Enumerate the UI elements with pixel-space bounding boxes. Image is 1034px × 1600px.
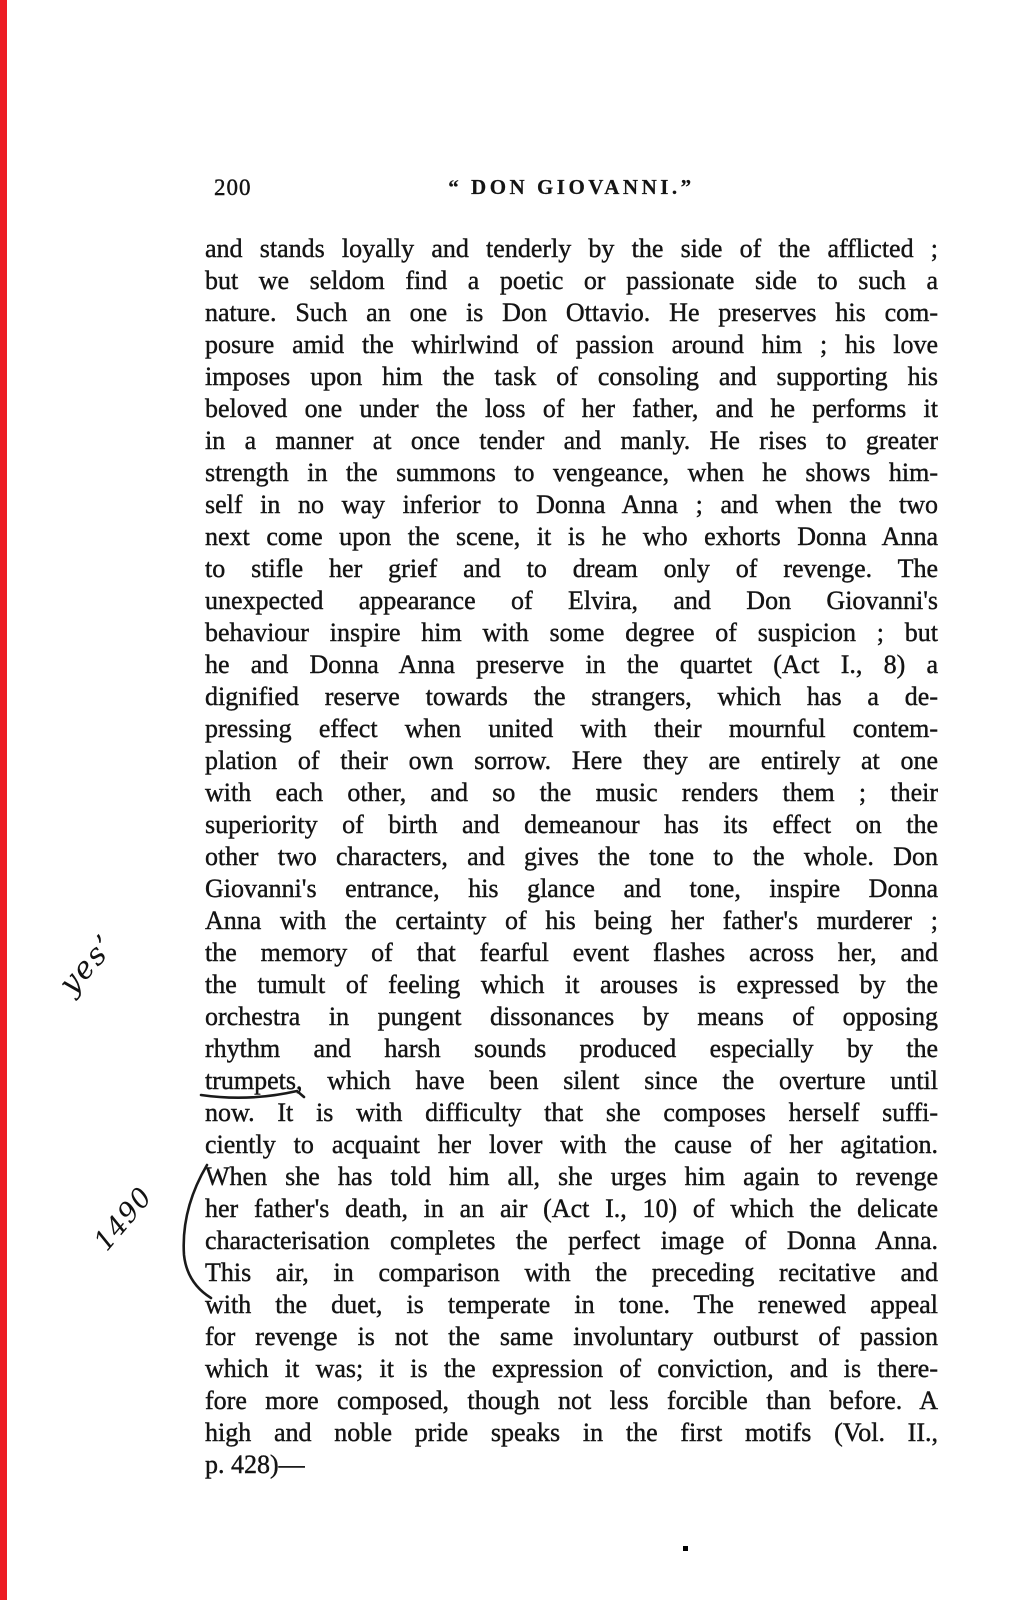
text-line: orchestra in pungent dissonances by means of opposing [205,1002,938,1031]
marginalia-scribble-word: yes’ [52,927,124,1002]
text-line: posure amid the whirlwind of passion around him ; his love [205,330,938,359]
text-line: unexpected appearance of Elvira, and Don Giovanni's [205,586,938,615]
text-line: This air, in comparison with the preceding recitative and [205,1258,938,1287]
text-line: When she has told him all, she urges him again to revenge [205,1162,938,1191]
body-text [205,233,938,1481]
text-line: next come upon the scene, it is he who exhorts Donna Anna [205,522,938,551]
marginalia-bracket-mark [179,1163,215,1303]
text-line: beloved one under the loss of her father, and he performs it [205,394,938,423]
text-line: the memory of that fearful event flashes across her, and [205,938,938,967]
text-line: and stands loyally and tenderly by the side of the afflicted ; [205,234,938,263]
text-line: Anna with the certainty of his being her father's murderer ; [205,906,938,935]
text-line: imposes upon him the task of consoling and supporting his [205,362,938,391]
text-line: for revenge is not the same involuntary outburst of passion [205,1322,938,1351]
text-line: with the duet, is temperate in tone. The renewed appeal [205,1290,938,1319]
text-line: p. 428)— [205,1450,305,1479]
running-title: “ DON GIOVANNI.” [448,175,695,199]
page-number: 200 [214,175,252,200]
text-line: with each other, and so the music renders them ; their [205,778,938,807]
text-line: in a manner at once tender and manly. He rises to greater [205,426,938,455]
text-line: high and noble pride speaks in the first motifs (Vol. II., [205,1418,938,1447]
text-line: strength in the summons to vengeance, when he shows him- [205,458,938,487]
text-line: the tumult of feeling which it arouses is expressed by the [205,970,938,999]
text-line: rhythm and harsh sounds produced especially by the [205,1034,938,1063]
text-line: pressing effect when united with their mournful contem- [205,714,938,743]
text-line: trumpets, which have been silent since the overture until [205,1066,938,1095]
scan-edge-strip [0,0,7,1600]
text-line: now. It is with difficulty that she composes herself suffi- [205,1098,938,1127]
text-line: Giovanni's entrance, his glance and tone, inspire Donna [205,874,938,903]
text-line: to stifle her grief and to dream only of revenge. The [205,554,938,583]
pencil-underline-trumpets [199,1088,307,1102]
text-line: but we seldom find a poetic or passionate side to such a [205,266,938,295]
text-line: fore more composed, though not less forcible than before. A [205,1386,938,1415]
text-line: self in no way inferior to Donna Anna ; and when the two [205,490,938,519]
text-line: behaviour inspire him with some degree of suspicion ; but [205,618,938,647]
ink-dot-speck [683,1546,688,1551]
text-line: plation of their own sorrow. Here they are entirely at one [205,746,938,775]
text-line: other two characters, and gives the tone to the whole. Don [205,842,938,871]
text-line: ciently to acquaint her lover with the cause of her agitation. [205,1130,938,1159]
text-line: superiority of birth and demeanour has its effect on the [205,810,938,839]
text-line: nature. Such an one is Don Ottavio. He preserves his com- [205,298,938,327]
text-line: he and Donna Anna preserve in the quartet (Act I., 8) a [205,650,938,679]
text-line: characterisation completes the perfect image of Donna Anna. [205,1226,938,1255]
text-line: which it was; it is the expression of conviction, and is there- [205,1354,938,1383]
text-line: dignified reserve towards the strangers, which has a de- [205,682,938,711]
marginalia-scribble-number: 1490 [88,1181,159,1257]
text-line: her father's death, in an air (Act I., 10) of which the delicate [205,1194,938,1223]
